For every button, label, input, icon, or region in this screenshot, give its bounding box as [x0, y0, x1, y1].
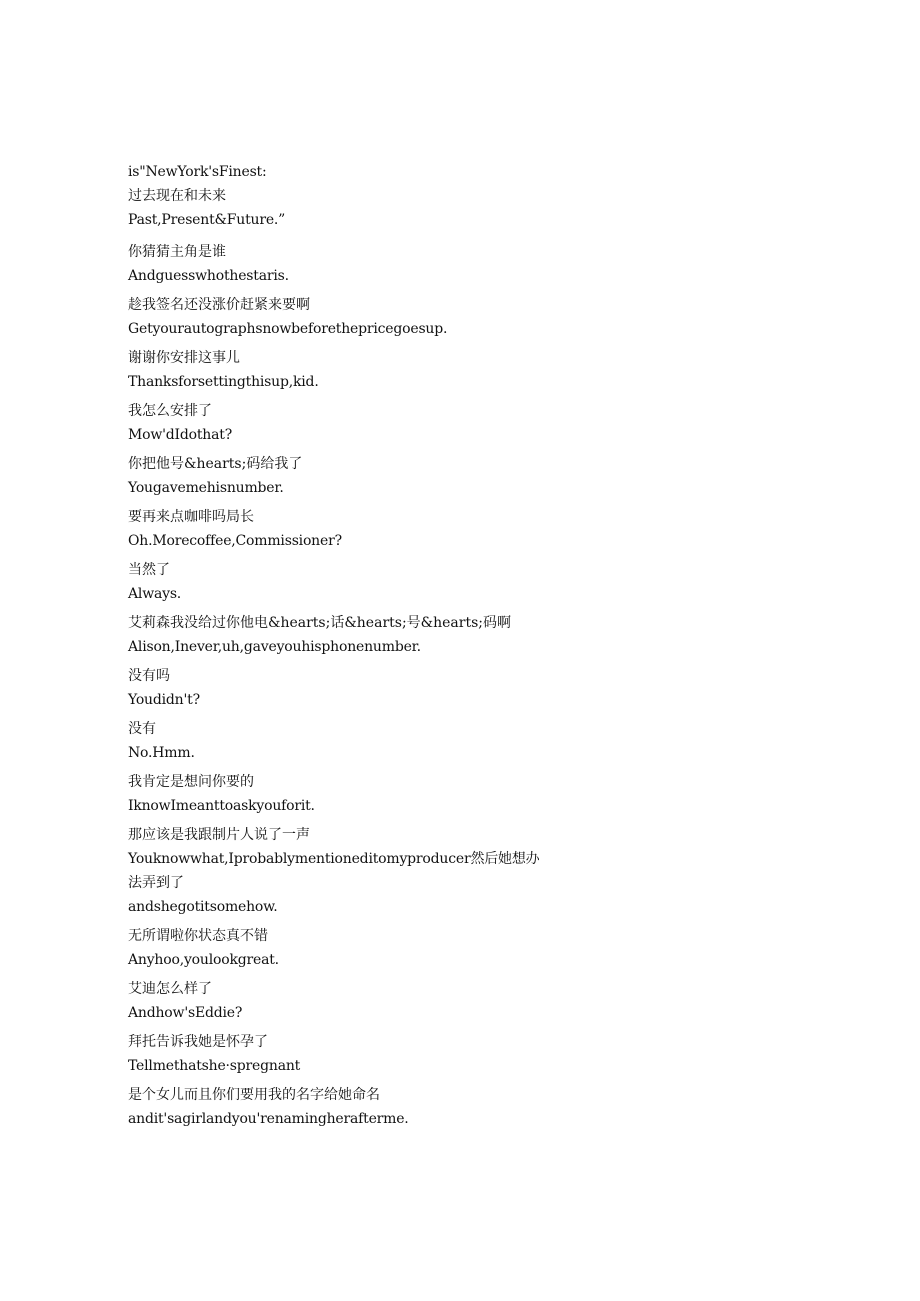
subtitle-line-en: IknowImeanttoaskyouforit.	[128, 798, 315, 814]
subtitle-line-en: Oh.Morecoffee,Commissioner?	[128, 533, 342, 549]
subtitle-line-en: Mow'dIdothat?	[128, 427, 232, 443]
subtitle-line-en: Anyhoo,youlookgreat.	[128, 952, 279, 968]
subtitle-line-en: Always.	[128, 586, 182, 602]
subtitle-line-en: andit'sagirlandyou'renamingherafterme.	[128, 1111, 409, 1127]
subtitle-line-zh: 我怎么安排了	[128, 403, 212, 419]
subtitle-line-zh: 我肯定是想问你要的	[128, 774, 254, 790]
subtitle-line-zh: 艾莉森我没给过你他电&hearts;话&hearts;号&hearts;码啊	[128, 615, 511, 631]
subtitle-line-zh: 无所谓啦你状态真不错	[128, 928, 268, 944]
subtitle-line-zh: 你把他号&hearts;码给我了	[128, 456, 303, 472]
subtitle-line-en: Past,Present&Future.”	[128, 212, 286, 228]
subtitle-line-zh: 谢谢你安排这事儿	[128, 350, 240, 366]
subtitle-line-zh: 你猜猜主角是谁	[128, 244, 226, 260]
subtitle-line-en: Youdidn't?	[128, 692, 200, 708]
subtitle-line-zh: 法弄到了	[128, 875, 184, 891]
subtitle-line-en: andshegotitsomehow.	[128, 899, 278, 915]
subtitle-line-en: Yougavemehisnumber.	[128, 480, 284, 496]
subtitle-line-zh: 当然了	[128, 562, 170, 578]
subtitle-line-en: Andhow'sEddie?	[128, 1005, 243, 1021]
subtitle-line-en: Tellmethatshe·spregnant	[128, 1058, 301, 1074]
subtitle-line-en: Getyourautographsnowbeforethepricegoesup.	[128, 321, 448, 337]
subtitle-line-en: No.Hmm.	[128, 745, 195, 761]
subtitle-line-zh: 拜托告诉我她是怀孕了	[128, 1034, 268, 1050]
subtitle-line-en: Andguesswhothestaris.	[128, 268, 289, 284]
subtitle-line-zh: 那应该是我跟制片人说了一声	[128, 827, 310, 843]
subtitle-line-zh: 趁我签名还没涨价赶紧来要啊	[128, 297, 310, 313]
subtitle-line-en: is"NewYork'sFinest:	[128, 164, 267, 180]
subtitle-line-zh: 没有吗	[128, 668, 170, 684]
subtitle-line-zh: 要再来点咖啡吗局长	[128, 509, 254, 525]
subtitle-line-zh: 没有	[128, 721, 156, 737]
subtitle-line-en: Youknowwhat,Iprobablymentioneditomyproducer然后她想办	[128, 851, 540, 867]
subtitle-line-zh: 艾迪怎么样了	[128, 981, 212, 997]
subtitle-line-en: Thanksforsettingthisup,kid.	[128, 374, 319, 390]
subtitle-line-zh: 过去现在和未来	[128, 188, 226, 204]
subtitle-line-en: Alison,Inever,uh,gaveyouhisphonenumber.	[128, 639, 421, 655]
subtitle-lines	[128, 160, 568, 1131]
subtitle-line-zh: 是个女儿而且你们要用我的名字给她命名	[128, 1087, 380, 1103]
